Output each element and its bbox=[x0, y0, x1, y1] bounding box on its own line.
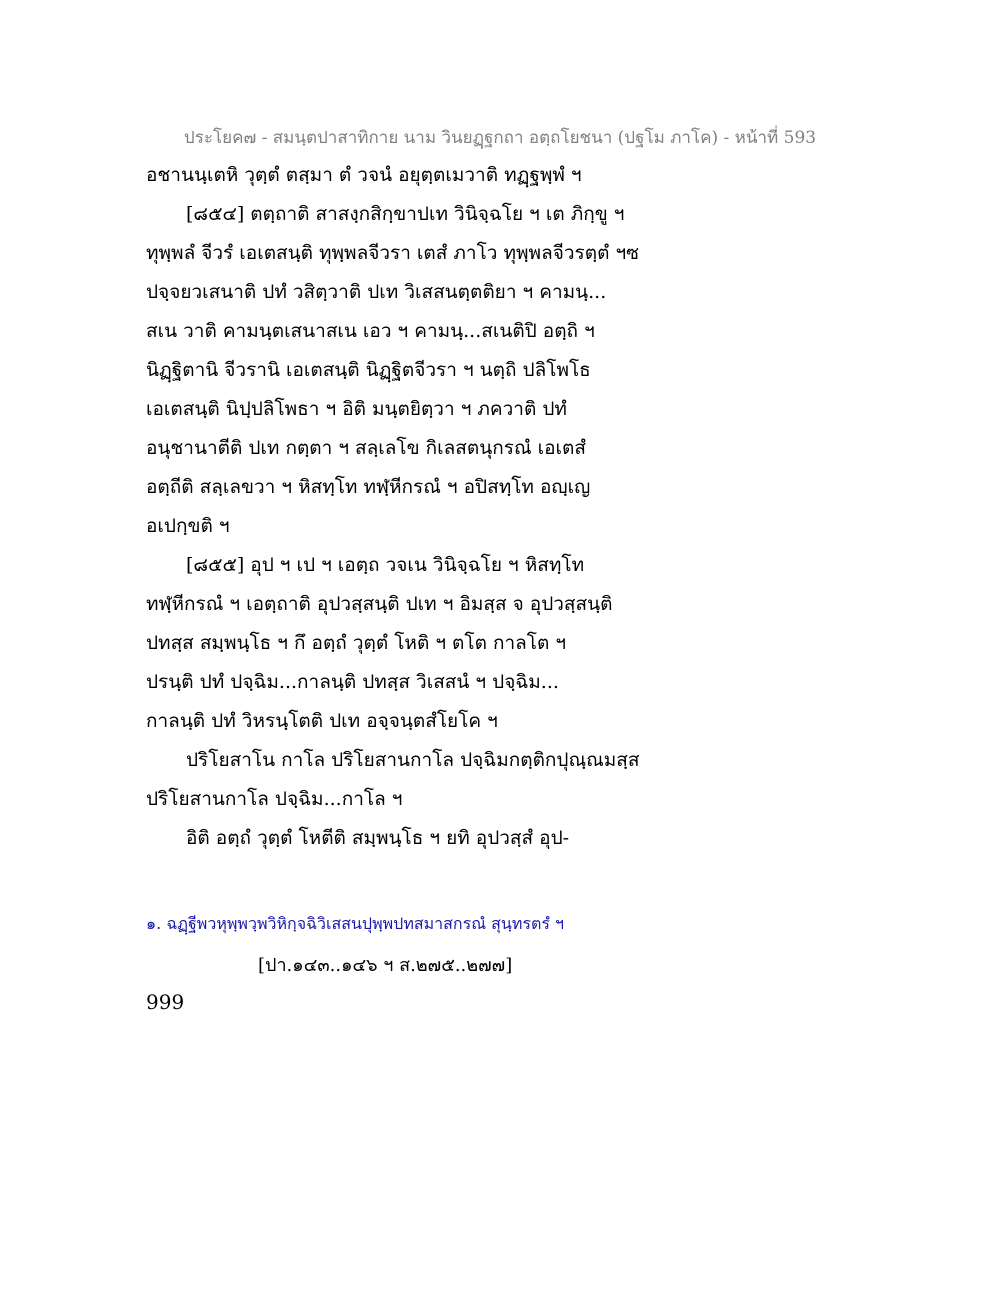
text-line: อนุชานาตีติ ปเท กตฺตา ฯ สลฺเลโข กิเลสตนุกรณํ เอเตสํ bbox=[146, 437, 586, 459]
footnote: ๑. ฉฏฺฐีพวหุพฺพวฺพวิหิกฺจฉิวิเสสนปุพฺพปทสมาสกรณํ สุนฺทรตรํ ฯ bbox=[146, 914, 565, 933]
footnote-reference: [ปา.๑๔๓..๑๔๖ ฯ ส.๒๗๕..๒๗๗] bbox=[258, 955, 513, 976]
text-line: [๘๕๔] ตตฺถาติ สาสงฺกสิกฺขาปเท วินิจฺฉโย ฯ เต ภิกฺขู ฯ bbox=[186, 203, 625, 225]
text-line: ทฬฺหีกรณํ ฯ เอตฺถาติ อุปวสฺสนฺติ ปเท ฯ อิมสฺส จ อุปวสฺสนฺติ bbox=[146, 593, 613, 615]
text-line: ปทสฺส สมฺพนฺโธ ฯ กึ อตฺถํ วุตฺตํ โหติ ฯ ตโต กาลโต ฯ bbox=[146, 632, 567, 654]
text-line: อิติ อตฺถํ วุตฺตํ โหตีติ สมฺพนฺโธ ฯ ยทิ อุปวสฺสํ อุป- bbox=[186, 827, 570, 849]
text-line: อเปกฺขติ ฯ bbox=[146, 515, 230, 537]
text-line: ทุพฺพลํ จีวรํ เอเตสนฺติ ทุพฺพลจีวรา เตสํ ภาโว ทุพฺพลจีวรตฺตํ ฯซ bbox=[146, 242, 640, 264]
page-header: ประโยค๗ - สมนฺตปาสาทิกาย นาม วินยฏฺฐกถา อตฺถโยชนา (ปฐโม ภาโค) - หน้าที่ 593 bbox=[183, 128, 817, 148]
text-line: ปรนฺติ ปทํ ปจฺฉิม...กาลนฺติ ปทสฺส วิเสสนํ ฯ ปจฺฉิม... bbox=[146, 671, 559, 693]
text-line: กาลนฺติ ปทํ วิหรนฺโตติ ปเท อจฺจนฺตสํโยโค ฯ bbox=[146, 710, 498, 732]
text-line: อชานนฺเตหิ วุตฺตํ ตสฺมา ตํ วจนํ อยุตฺตเมวาติ ทฏฺฐพฺพํ ฯ bbox=[146, 164, 582, 186]
text-line: เอเตสนฺติ นิปฺปลิโพธา ฯ อิติ มนฺตยิตฺวา ฯ ภควาติ ปทํ bbox=[146, 398, 567, 420]
text-line: ปริโยสาโน กาโล ปริโยสานกาโล ปจฺฉิมกตฺติกปุณฺณมสฺส bbox=[186, 749, 640, 771]
text-line: ปริโยสานกาโล ปจฺฉิม...กาโล ฯ bbox=[146, 788, 403, 810]
page-number: 999 bbox=[146, 990, 185, 1014]
text-line: นิฏฺฐิตานิ จีวรานิ เอเตสนฺติ นิฏฺฐิตจีวรา ฯ นตฺถิ ปลิโพโธ bbox=[146, 359, 591, 381]
text-line: อตฺถีติ สลฺเลขวา ฯ หิสทฺโท ทฬฺหีกรณํ ฯ อปิสทฺโท อญฺเญ bbox=[146, 476, 591, 498]
text-line: สเน วาติ คามนฺตเสนาสเน เอว ฯ คามนฺ...สเนติปิ อตฺถิ ฯ bbox=[146, 320, 595, 342]
body-text bbox=[146, 156, 866, 858]
text-line: [๘๕๕] อุป ฯ เป ฯ เอตฺถ วจเน วินิจฺฉโย ฯ หิสทฺโท bbox=[186, 554, 585, 576]
text-line: ปจฺจยวเสนาติ ปทํ วสิตฺวาติ ปเท วิเสสนตฺตติยา ฯ คามนฺ... bbox=[146, 281, 607, 303]
